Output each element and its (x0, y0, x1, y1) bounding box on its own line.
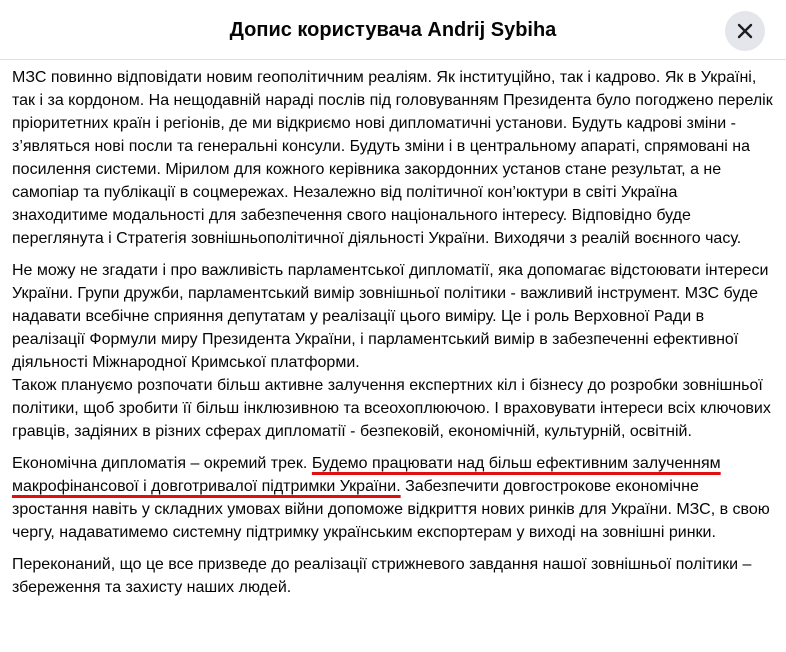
dialog-header (0, 0, 786, 60)
post-paragraph: Переконаний, що це все призведе до реалізації стрижневого завдання нашої зовнішньої політики – збереження та захисту наших людей. (12, 556, 752, 596)
post-text-segment: Економічна дипломатія – окремий трек. (12, 455, 312, 472)
highlighted-sentence: Будемо працювати над більш ефективним залученням макрофінансової і довготривалої підтримки України. (12, 455, 721, 495)
post-body (12, 60, 774, 652)
post-paragraph-text: Не можу не згадати і про важливість парламентської дипломатії, яка допомагає відстоювати інтереси України. Групи дружби, парламентський вимір зовнішньої політики - важливий інструмент. МЗС буде надавати всебічне сприяння депутатам у реалізації цього виміру. Це і роль Верховної Ради в реалізації Формули миру Президента України, і парламентський вимір в забезпеченні ефективної діяльності Міжнародної Кримської платформи. (12, 262, 769, 371)
dialog-title: Допис користувача Andrij Sybiha (229, 19, 557, 41)
post-paragraph-text: Також плануємо розпочати більш активне залучення експертних кіл і бізнесу до розробки зовнішньої політики, щоб зробити її більш інклюзивною та всеохоплюючою. І враховувати інтереси всіх ключових гравців, задіяних в різних сферах дипломатії - безпековій, економічній, культурній, освітній. (12, 377, 771, 440)
post-text-segment: Забезпечити довгострокове економічне зростання навіть у складних умовах війни допоможе відкриття нових ринків для України. МЗС, в свою чергу, надаватимемо системну підтримку українським експортерам у виході на зовнішні ринки. (12, 478, 770, 541)
close-icon (735, 21, 755, 41)
post-paragraph: МЗС повинно відповідати новим геополітичним реаліям. Як інституційно, так і кадрово. Як в Україні, так і за кордоном. На нещодавній нараді послів під головуванням Президента було погоджено перелік пріоритетних країн і регіонів, де ми відкриємо нові дипломатичні установи. Будуть кадрові зміни - з’являться нові посли та генеральні консули. Будуть зміни і в центральному апараті, спрямовані на посилення системи. Мірилом для кожного керівника закордонних установ стане результат, а не самопіар та публікації в соцмережах. Незалежно від політичної кон’юктури в світі Україна знаходитиме модальності для забезпечення свого національного інтересу. Відповідно буде переглянута і Стратегія зовнішньополітичної діяльності України. Виходячи з реалій воєнного часу. (12, 69, 773, 247)
post-paragraph (12, 259, 774, 443)
close-button[interactable] (725, 11, 765, 51)
post-paragraph (12, 452, 774, 544)
